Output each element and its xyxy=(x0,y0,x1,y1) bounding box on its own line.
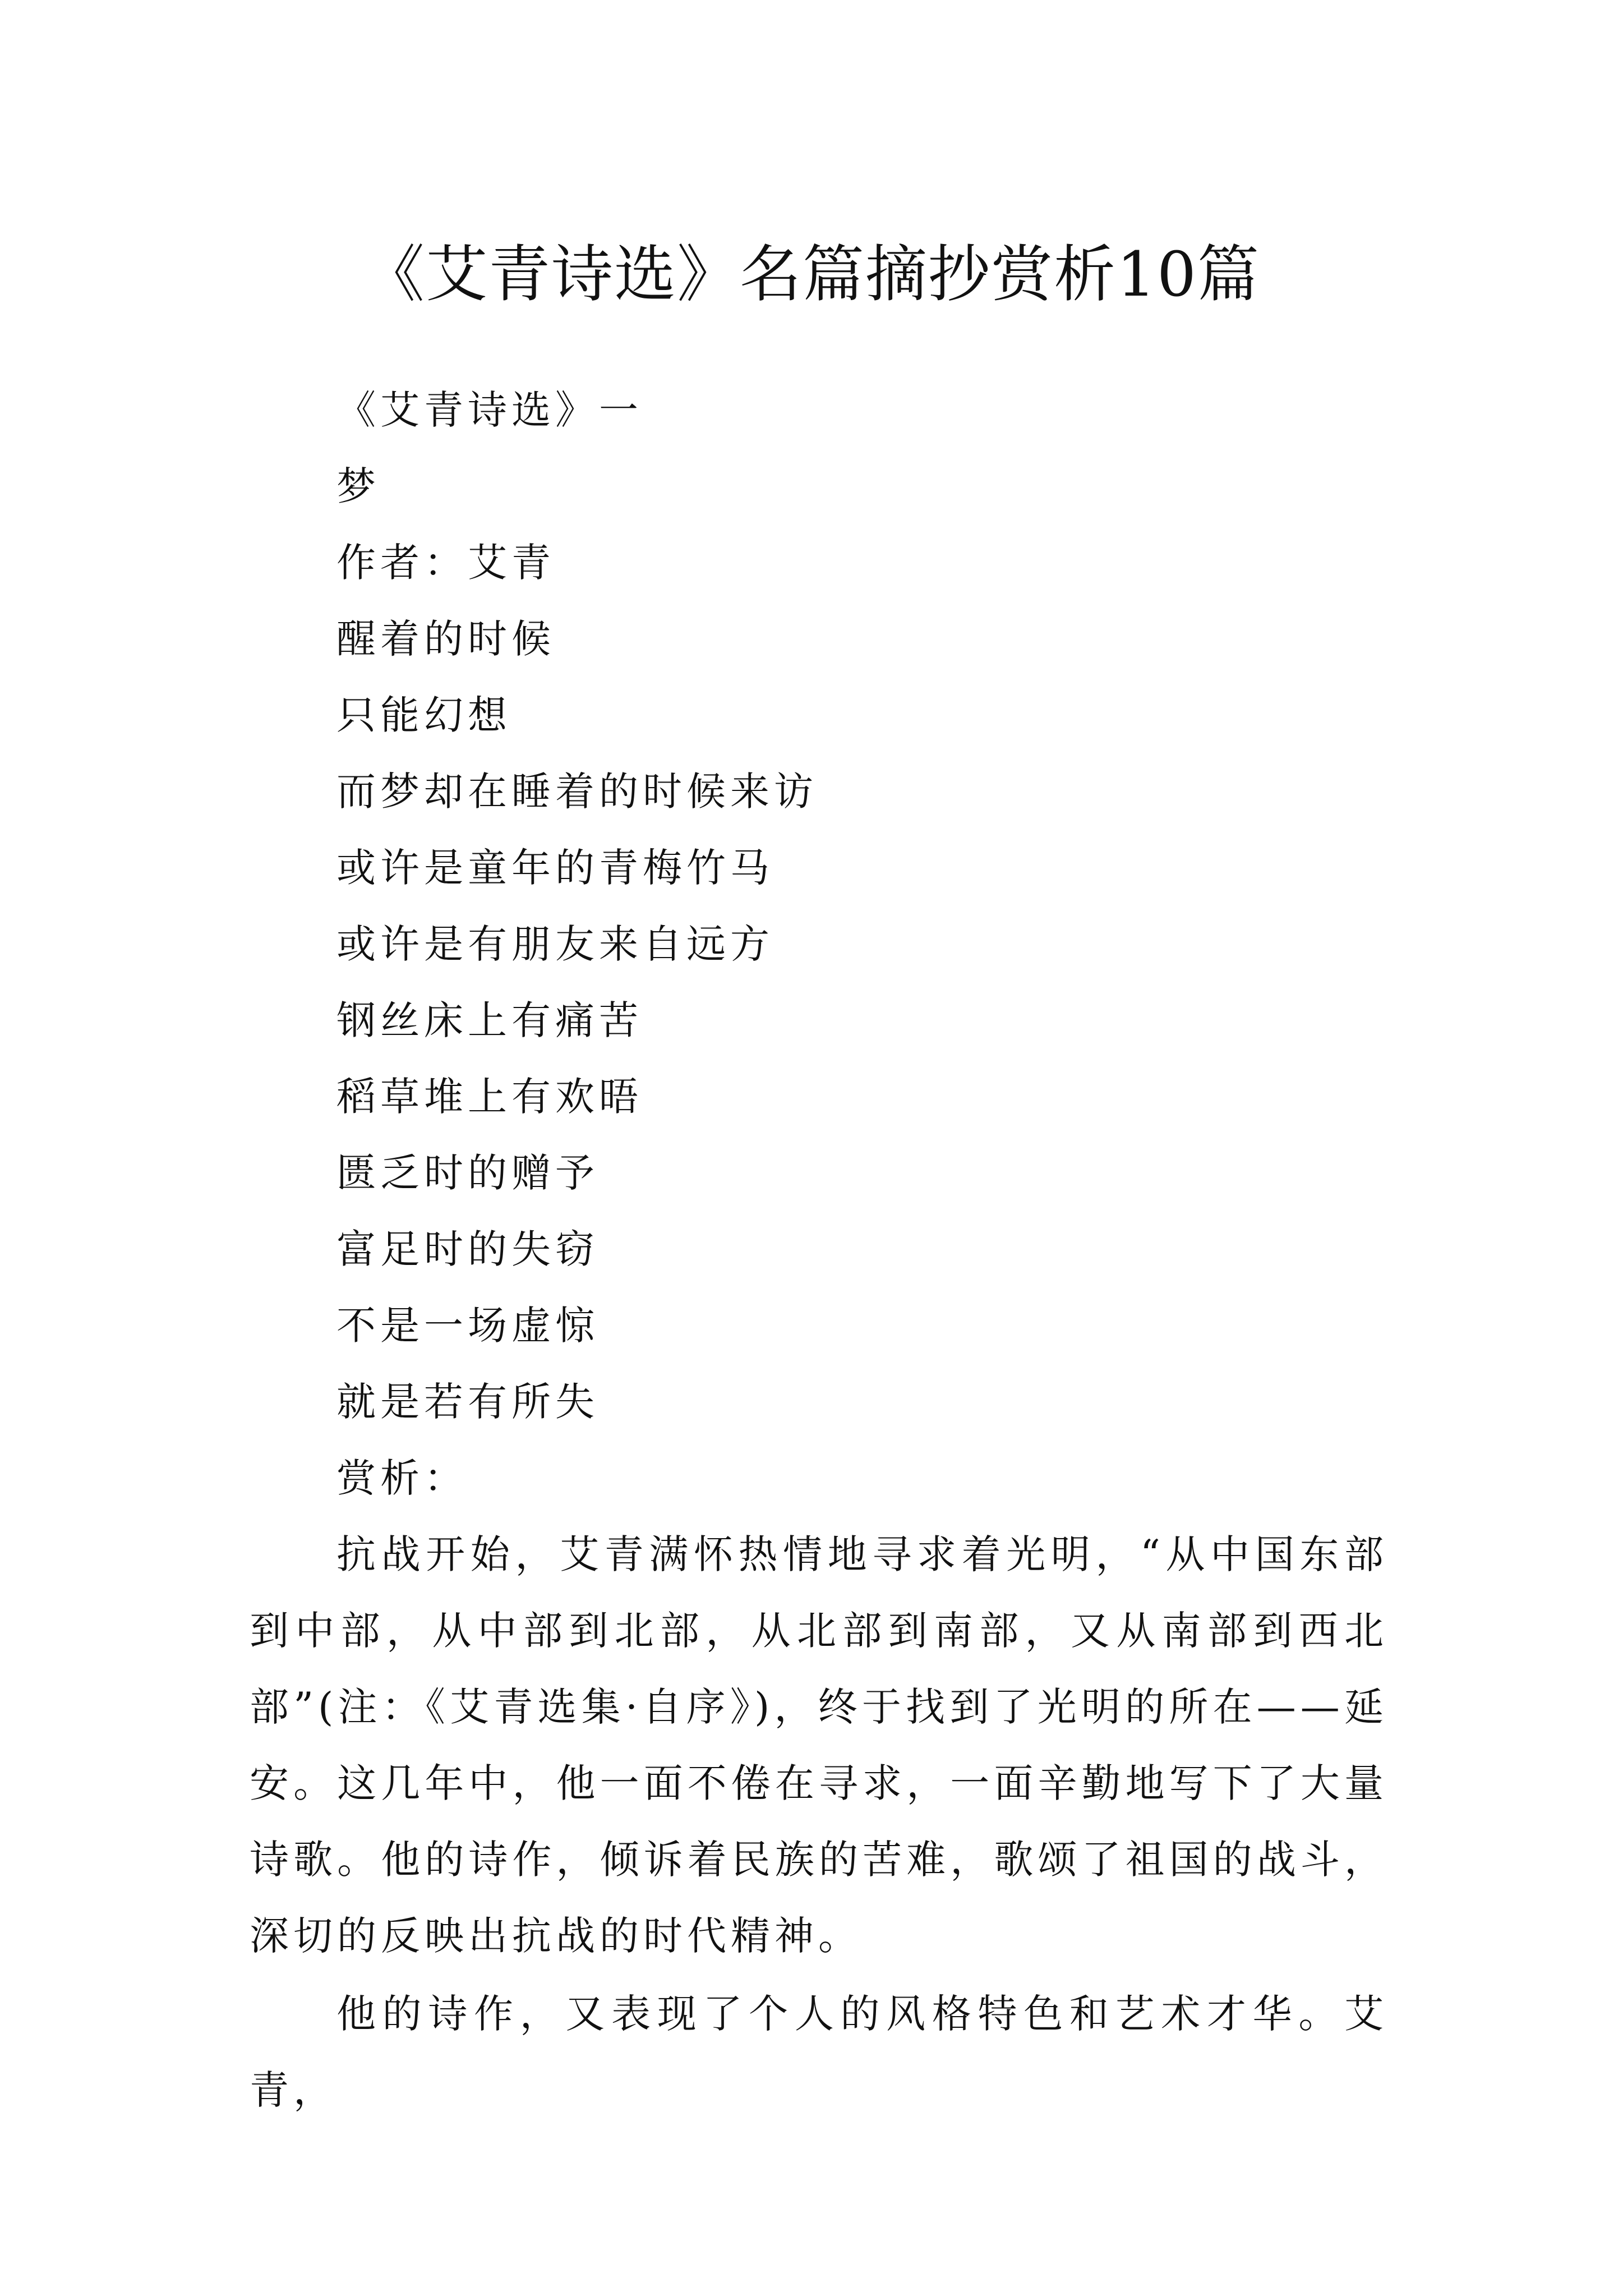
document-title: 《艾青诗选》名篇摘抄赏析10篇 xyxy=(363,238,1260,310)
poem-verse: 醒着的时候 xyxy=(336,616,555,662)
poem-verse: 钢丝床上有痛苦 xyxy=(336,997,643,1043)
analysis-paragraph: 他的诗作，又表现了个人的风格特色和艺术才华。艾青， xyxy=(250,1991,1388,2113)
poem-verse: 不是一场虚惊 xyxy=(336,1303,599,1349)
poem-verse: 或许是有朋友来自远方 xyxy=(336,921,774,967)
poem-verse: 稻草堆上有欢晤 xyxy=(336,1074,643,1120)
poem-block xyxy=(336,372,818,1516)
author-line: 作者：艾青 xyxy=(336,540,555,586)
analysis-paragraph: 抗战开始，艾青满怀热情地寻求着光明，“从中国东部到中部，从中部到北部，从北部到南部，又从南部到西北部”(注：《艾青选集·自序》)，终于找到了光明的所在——延安。这几年中，他一面不倦在寻求，一面辛勤地写下了大量诗歌。他的诗作，倾诉着民族的苦难，歌颂了祖国的战斗，深切的反映出抗战的时代精神。 xyxy=(250,1531,1388,1959)
analysis-label: 赏析： xyxy=(336,1455,468,1501)
poem-verse: 匮乏时的赠予 xyxy=(336,1150,599,1196)
section-label: 《艾青诗选》一 xyxy=(336,387,643,433)
poem-verse: 而梦却在睡着的时候来访 xyxy=(336,769,818,815)
poem-verse: 富足时的失窃 xyxy=(336,1226,599,1272)
poem-verse: 就是若有所失 xyxy=(336,1379,599,1425)
poem-verse: 或许是童年的青梅竹马 xyxy=(336,845,774,891)
poem-title: 梦 xyxy=(336,463,380,509)
poem-verse: 只能幻想 xyxy=(336,692,511,738)
